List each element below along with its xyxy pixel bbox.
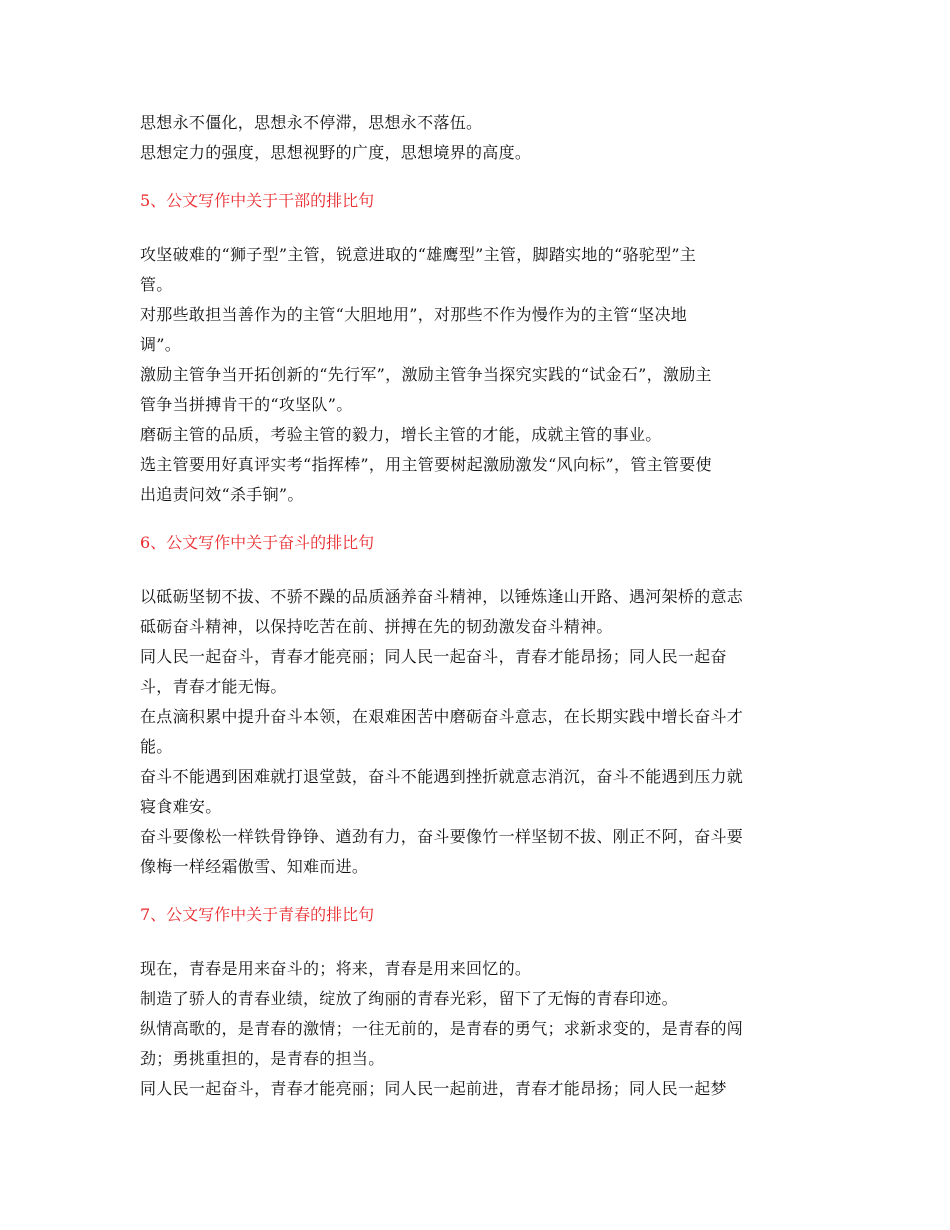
paragraph-line: 像梅一样经霜傲雪、知难而进。	[140, 857, 369, 876]
paragraph-line: 斗，青春才能无悔。	[140, 677, 287, 696]
paragraph-line: 以砥砺坚韧不拔、不骄不躁的品质涵养奋斗精神，以锤炼逢山开路、遇河架桥的意志	[140, 587, 744, 606]
paragraph-line: 调”。	[140, 335, 182, 354]
paragraph-line: 激励主管争当开拓创新的“先行军”，激励主管争当探究实践的“试金石”，激励主	[140, 365, 712, 384]
document-page	[140, 108, 810, 1104]
paragraph-line: 砥砺奋斗精神，以保持吃苦在前、拼搏在先的韧劲激发奋斗精神。	[140, 617, 613, 636]
paragraph-line: 寝食难安。	[140, 797, 222, 816]
paragraph-line: 在点滴积累中提升奋斗本领，在艰难困苦中磨砺奋斗意志，在长期实践中增长奋斗才	[140, 707, 744, 726]
paragraph-line: 攻坚破难的“狮子型”主管，锐意进取的“雄鹰型”主管，脚踏实地的“骆驼型”主	[140, 245, 697, 264]
section-body	[140, 954, 810, 1104]
paragraph-line: 选主管要用好真评实考“指挥棒”，用主管要树起激励激发“风向标”，管主管要使	[140, 455, 712, 474]
section-heading: 5、公文写作中关于干部的排比句	[140, 191, 375, 210]
paragraph-line: 纵情高歌的，是青春的激情；一往无前的，是青春的勇气；求新求变的，是青春的闯	[140, 1019, 744, 1038]
paragraph-line: 磨砺主管的品质，考验主管的毅力，增长主管的才能，成就主管的事业。	[140, 425, 662, 444]
section-body	[140, 582, 810, 882]
intro-block	[140, 108, 810, 168]
paragraph-line: 奋斗要像松一样铁骨铮铮、遒劲有力，奋斗要像竹一样坚韧不拔、刚正不阿，奋斗要	[140, 827, 744, 846]
paragraph-line: 制造了骄人的青春业绩，绽放了绚丽的青春光彩，留下了无悔的青春印迹。	[140, 989, 678, 1008]
paragraph-line: 出追责问效“杀手锏”。	[140, 485, 304, 504]
paragraph-line: 思想定力的强度，思想视野的广度，思想境界的高度。	[140, 143, 532, 162]
paragraph-line: 奋斗不能遇到困难就打退堂鼓，奋斗不能遇到挫折就意志消沉，奋斗不能遇到压力就	[140, 767, 744, 786]
section-body	[140, 240, 810, 510]
paragraph-line: 现在，青春是用来奋斗的；将来，青春是用来回忆的。	[140, 959, 532, 978]
paragraph-line: 思想永不僵化，思想永不停滞，思想永不落伍。	[140, 113, 483, 132]
section-heading: 7、公文写作中关于青春的排比句	[140, 905, 375, 924]
paragraph-line: 劲；勇挑重担的，是青春的担当。	[140, 1049, 385, 1068]
paragraph-line: 能。	[140, 737, 173, 756]
paragraph-line: 管争当拼搏肯干的“攻坚队”。	[140, 395, 353, 414]
paragraph-line: 对那些敢担当善作为的主管“大胆地用”，对那些不作为慢作为的主管“坚决地	[140, 305, 688, 324]
paragraph-line: 同人民一起奋斗，青春才能亮丽；同人民一起前进，青春才能昂扬；同人民一起梦	[140, 1079, 727, 1098]
section-heading: 6、公文写作中关于奋斗的排比句	[140, 533, 375, 552]
paragraph-line: 同人民一起奋斗，青春才能亮丽；同人民一起奋斗，青春才能昂扬；同人民一起奋	[140, 647, 727, 666]
paragraph-line: 管。	[140, 275, 173, 294]
